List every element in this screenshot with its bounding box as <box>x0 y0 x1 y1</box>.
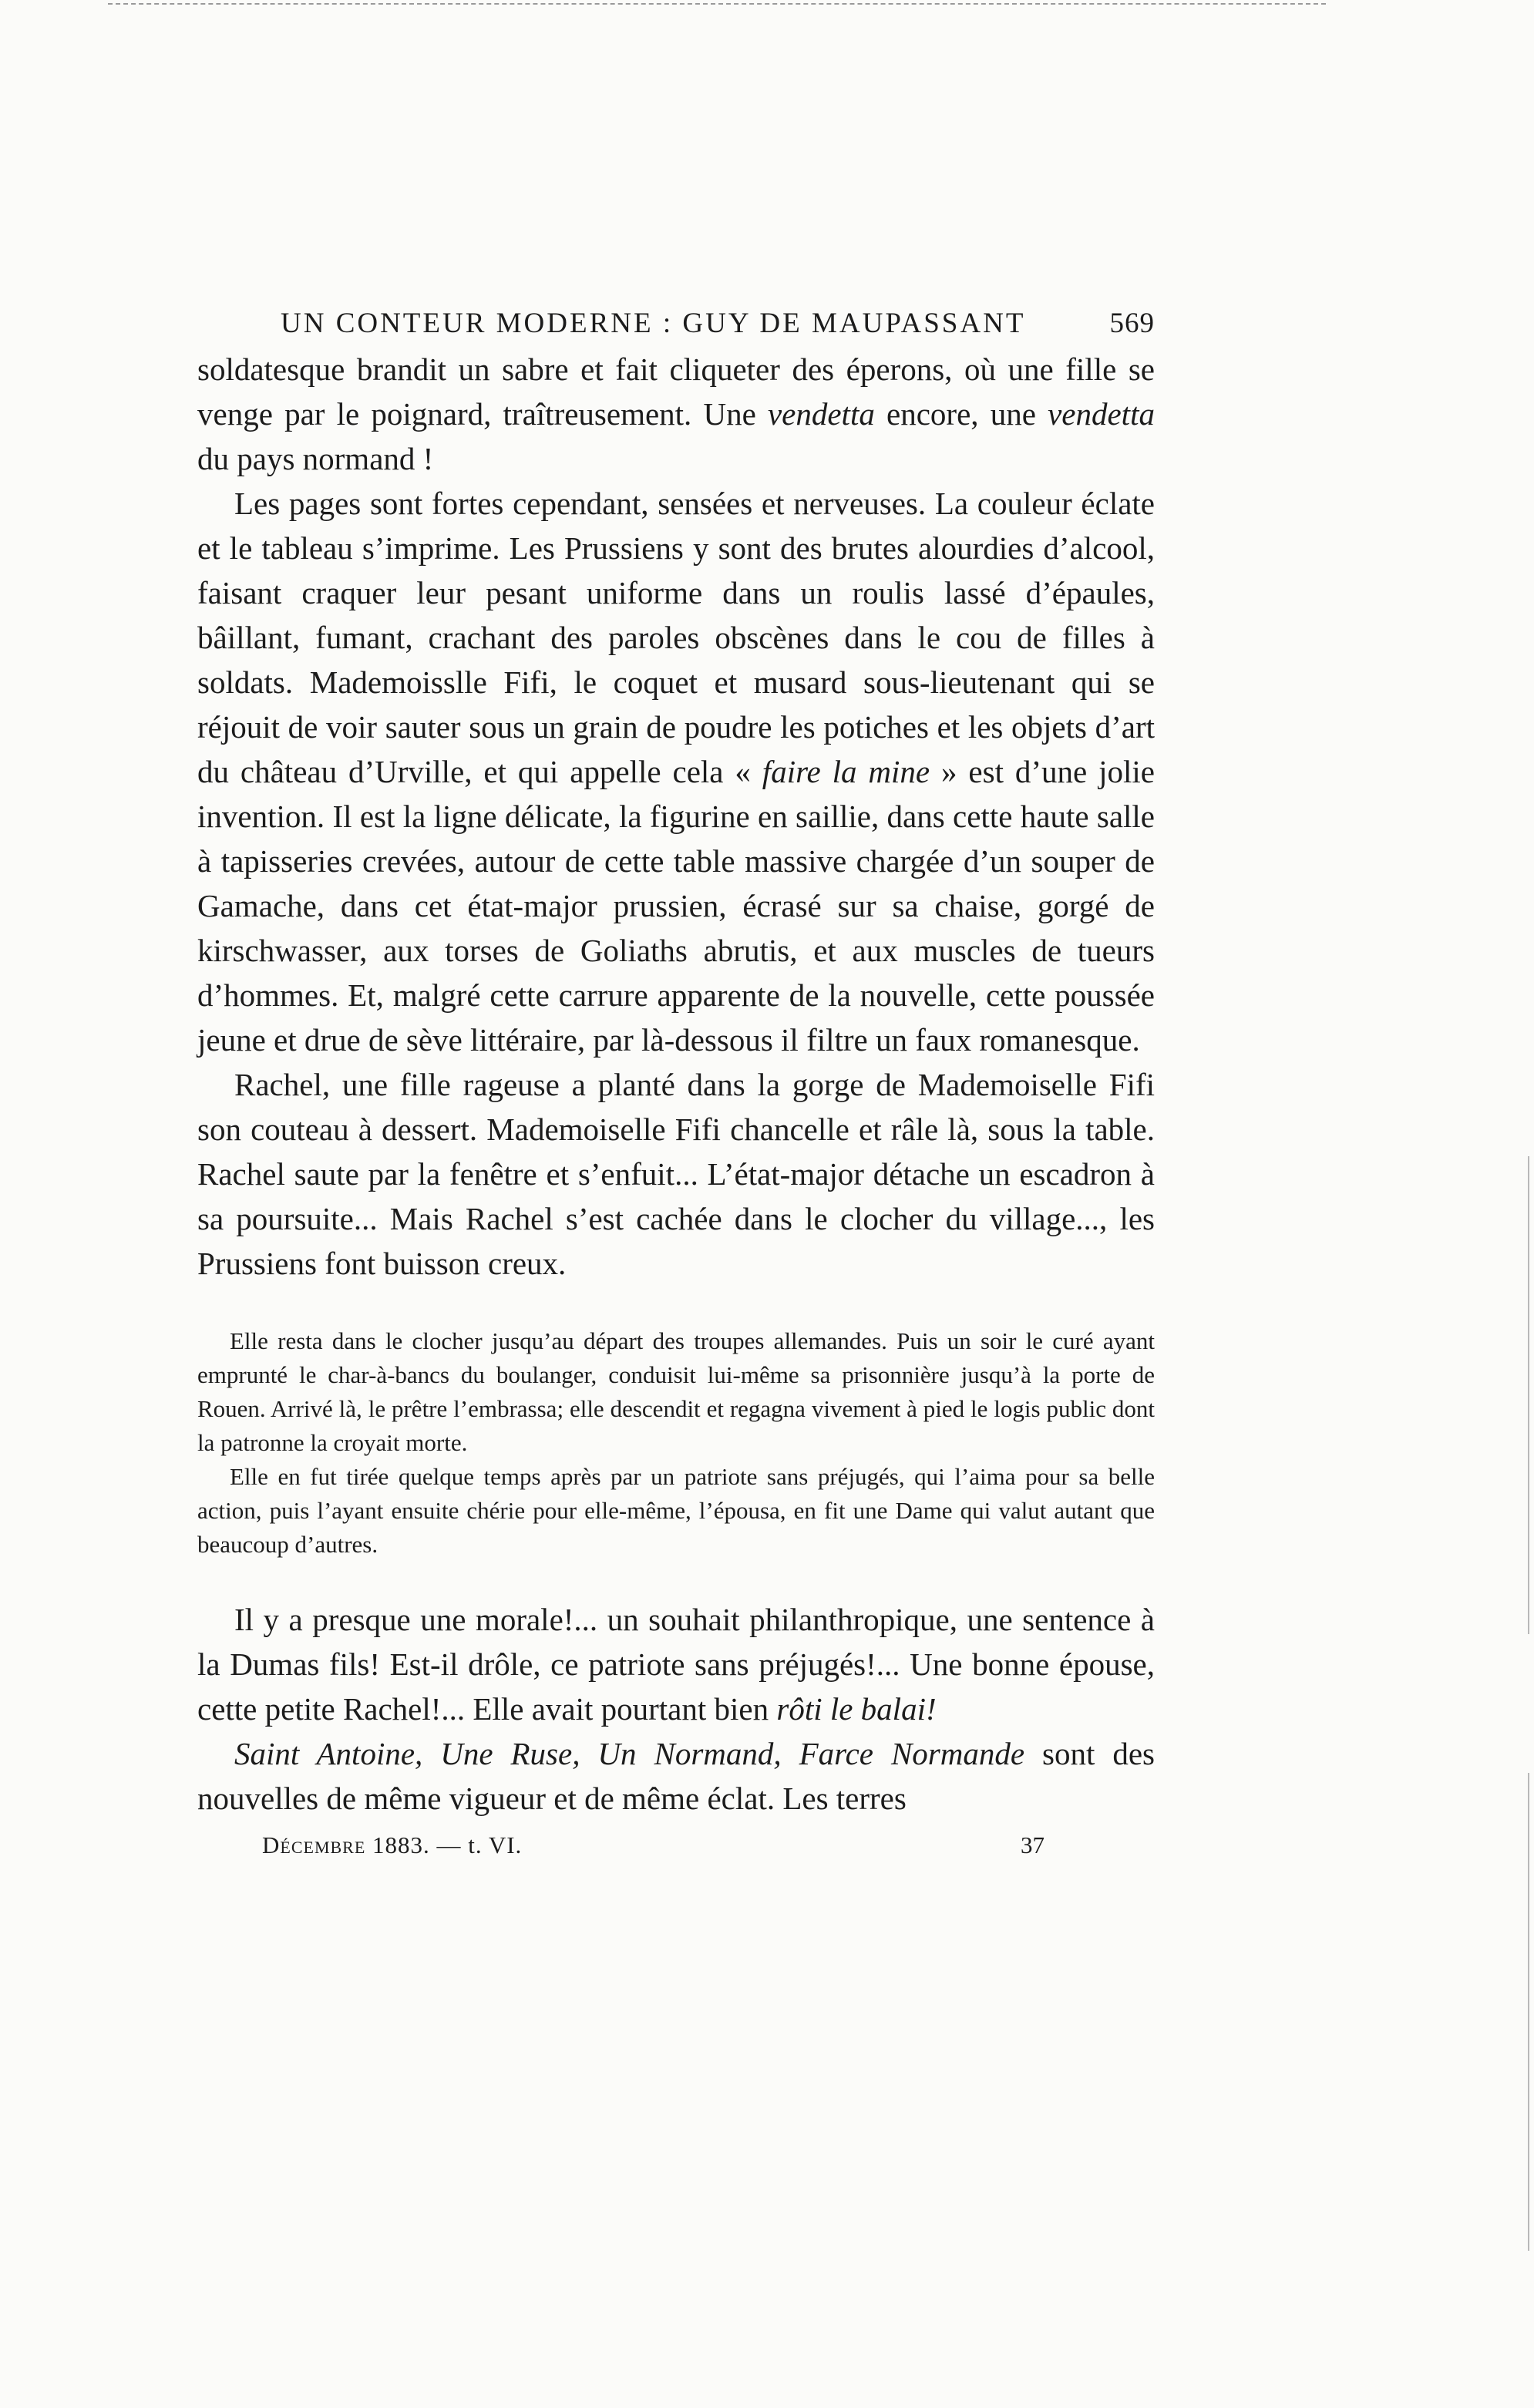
scan-edge-mark <box>1528 1156 1529 1634</box>
quotation-paragraph: Elle resta dans le clocher jusqu’au départ des troupes allemandes. Puis un soir le curé ayant emprunté le char-à-bancs du boulanger, conduisit lui-même sa prisonnière jusqu’à la porte de Rouen. Arrivé là, le prêtre l’embrassa; elle descendit et regagna vivement à pied le logis public dont la patronne la croyait morte. <box>197 1327 1155 1456</box>
top-edge-rule <box>108 3 1326 5</box>
signature-line <box>197 1825 1155 1872</box>
text-run: Il y a presque une morale!... un souhait philanthropique, une sentence à la Dumas fils! Est-il drôle, ce patriote sans préjugés!... Une bonne épouse, cette petite Rachel!... Elle avait pourtant bien <box>197 1602 1155 1727</box>
signature-month: Décembre <box>262 1831 366 1858</box>
signature-volume: 1883. — t. VI. <box>365 1831 523 1858</box>
running-head-title: UN CONTEUR MODERNE : GUY DE MAUPASSANT <box>281 308 1026 339</box>
paragraph <box>197 481 1155 1062</box>
book-page <box>197 304 1155 1872</box>
text-run: » est d’une jolie invention. Il est la ligne délicate, la figurine en saillie, dans cette haute salle à tapisseries crevées, autour de cette table massive chargée d’un souper de Gamache, dans cet état-major prussien, écrasé sur sa chaise, gorgé de kirschwasser, aux torses de Goliaths abrutis, et aux muscles de tueurs d’hommes. Et, malgré cette carrure apparente de la nouvelle, cette poussée jeune et drue de sève littéraire, par là-dessous il filtre un faux romanesque. <box>197 754 1155 1058</box>
main-text-continued <box>197 1597 1155 1821</box>
block-quotation <box>197 1324 1155 1562</box>
italic-text-run: vendetta <box>767 396 875 432</box>
running-head <box>197 304 1155 347</box>
italic-text-run: faire la mine <box>762 754 930 789</box>
paragraph <box>197 347 1155 481</box>
paragraph <box>197 1062 1155 1286</box>
sheet-number: 37 <box>1021 1831 1045 1858</box>
page-number: 569 <box>1109 308 1155 339</box>
text-run: encore, une <box>874 396 1048 432</box>
text-run: du pays normand ! <box>197 441 434 476</box>
text-run: sont des nouvelles de même vigueur et de même éclat. Les terres <box>197 1736 1156 1816</box>
scan-edge-mark <box>1528 1773 1529 2251</box>
signature-mark <box>262 1831 522 1859</box>
text-run: soldatesque brandit un sabre et fait cliqueter des éperons, où une fille se venge par le poignard, traîtreusement. Une <box>197 351 1155 432</box>
italic-text-run: rôti le balai! <box>776 1691 937 1727</box>
italic-text-run: Saint Antoine, Une Ruse, Un Normand, Farce Normande <box>234 1736 1025 1771</box>
paragraph <box>197 1731 1155 1821</box>
paragraph <box>197 1597 1155 1731</box>
italic-text-run: vendetta <box>1048 396 1155 432</box>
text-run: Les pages sont fortes cependant, sensées et nerveuses. La couleur éclate et le tableau s’imprime. Les Prussiens y sont des brutes alourdies d’alcool, faisant craquer leur pesant uniforme dans un roulis lassé d’épaules, bâillant, fumant, crachant des paroles obscènes dans le cou de filles à soldats. Mademoisslle Fifi, le coquet et musard sous-lieutenant qui se réjouit de voir sauter sous un grain de poudre les potiches et les objets d’art du château d’Urville, et qui appelle cela « <box>197 486 1155 789</box>
quotation-paragraph: Elle en fut tirée quelque temps après par un patriote sans préjugés, qui l’aima pour sa belle action, puis l’ayant ensuite chérie pour elle-même, l’épousa, en fit une Dame qui valut autant que beaucoup d’autres. <box>197 1463 1155 1558</box>
text-run: Rachel, une fille rageuse a planté dans la gorge de Mademoiselle Fifi son couteau à dessert. Mademoiselle Fifi chancelle et râle là, sous la table. Rachel saute par la fenêtre et s’enfuit... L’état-major détache un escadron à sa poursuite... Mais Rachel s’est cachée dans le clocher du village..., les Prussiens font buisson creux. <box>197 1067 1155 1281</box>
main-text <box>197 347 1155 1286</box>
